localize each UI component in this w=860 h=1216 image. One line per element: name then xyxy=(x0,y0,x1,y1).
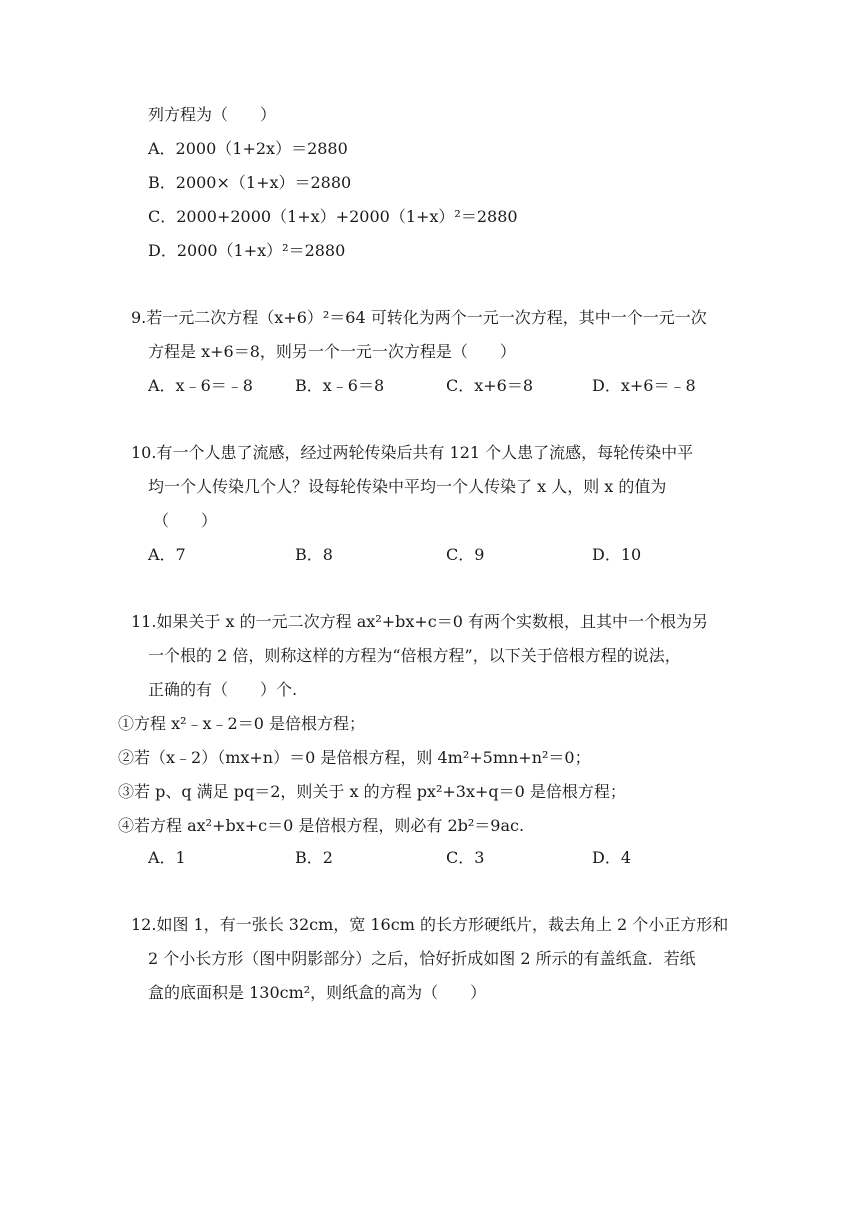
q10-option-c: C．9 xyxy=(446,545,485,564)
q11-statement-4: ④若方程 ax²+bx+c＝0 是倍根方程，则必有 2b²＝9ac. xyxy=(118,816,525,835)
q8-stem-end: 列方程为（ ） xyxy=(148,105,277,124)
q11-stem-line3: 正确的有（ ）个. xyxy=(148,680,298,699)
q11-statement-1: ①方程 x²﹣x﹣2＝0 是倍根方程； xyxy=(118,714,365,733)
q10-stem-line2: 均一个人传染几个人？设每轮传染中平均一个人传染了 x 人，则 x 的值为 xyxy=(148,477,667,496)
q9-stem-line1: 9.若一元二次方程（x+6）²＝64 可转化为两个一元一次方程，其中一个一元一次 xyxy=(131,308,707,327)
q8-option-c: C．2000+2000（1+x）+2000（1+x）²＝2880 xyxy=(148,207,518,226)
q11-statement-3: ③若 p、q 满足 pq＝2，则关于 x 的方程 px²+3x+q＝0 是倍根方程； xyxy=(118,782,626,801)
q8-option-a: A．2000（1+2x）＝2880 xyxy=(148,139,348,158)
q11-option-c: C．3 xyxy=(446,848,485,867)
q9-stem-line2: 方程是 x+6＝8，则另一个一元一次方程是（ ） xyxy=(148,342,516,361)
q10-option-a: A．7 xyxy=(148,545,186,564)
q9-option-a: A．x﹣6＝﹣8 xyxy=(148,376,253,395)
q11-stem-line2: 一个根的 2 倍，则称这样的方程为“倍根方程”，以下关于倍根方程的说法， xyxy=(148,646,681,665)
q8-option-d: D．2000（1+x）²＝2880 xyxy=(148,241,346,260)
q8-option-b: B．2000×（1+x）＝2880 xyxy=(148,173,352,192)
q12-stem-line1: 12.如图 1，有一张长 32cm，宽 16cm 的长方形硬纸片，裁去角上 2 个小正方形和 xyxy=(131,915,729,934)
q11-option-b: B．2 xyxy=(295,848,333,867)
q10-option-d: D．10 xyxy=(592,545,642,564)
q9-option-b: B．x﹣6＝8 xyxy=(295,376,385,395)
q11-stem-line1: 11.如果关于 x 的一元二次方程 ax²+bx+c＝0 有两个实数根，且其中一个根为另 xyxy=(131,612,709,631)
q10-option-b: B．8 xyxy=(295,545,333,564)
q11-option-a: A．1 xyxy=(148,848,186,867)
q11-option-d: D．4 xyxy=(592,848,632,867)
q9-option-c: C．x+6＝8 xyxy=(446,376,534,395)
q10-stem-line1: 10.有一个人患了流感，经过两轮传染后共有 121 个人患了流感，每轮传染中平 xyxy=(131,443,694,462)
q12-stem-line3: 盒的底面积是 130cm²，则纸盒的高为（ ） xyxy=(148,983,487,1002)
q9-option-d: D．x+6＝﹣8 xyxy=(592,376,696,395)
q11-statement-2: ②若（x﹣2）（mx+n）＝0 是倍根方程，则 4m²+5mn+n²＝0； xyxy=(118,748,591,767)
q12-stem-line2: 2 个小长方形（图中阴影部分）之后，恰好折成如图 2 所示的有盖纸盒．若纸 xyxy=(148,949,696,968)
q10-stem-line3: （ ） xyxy=(153,511,218,530)
